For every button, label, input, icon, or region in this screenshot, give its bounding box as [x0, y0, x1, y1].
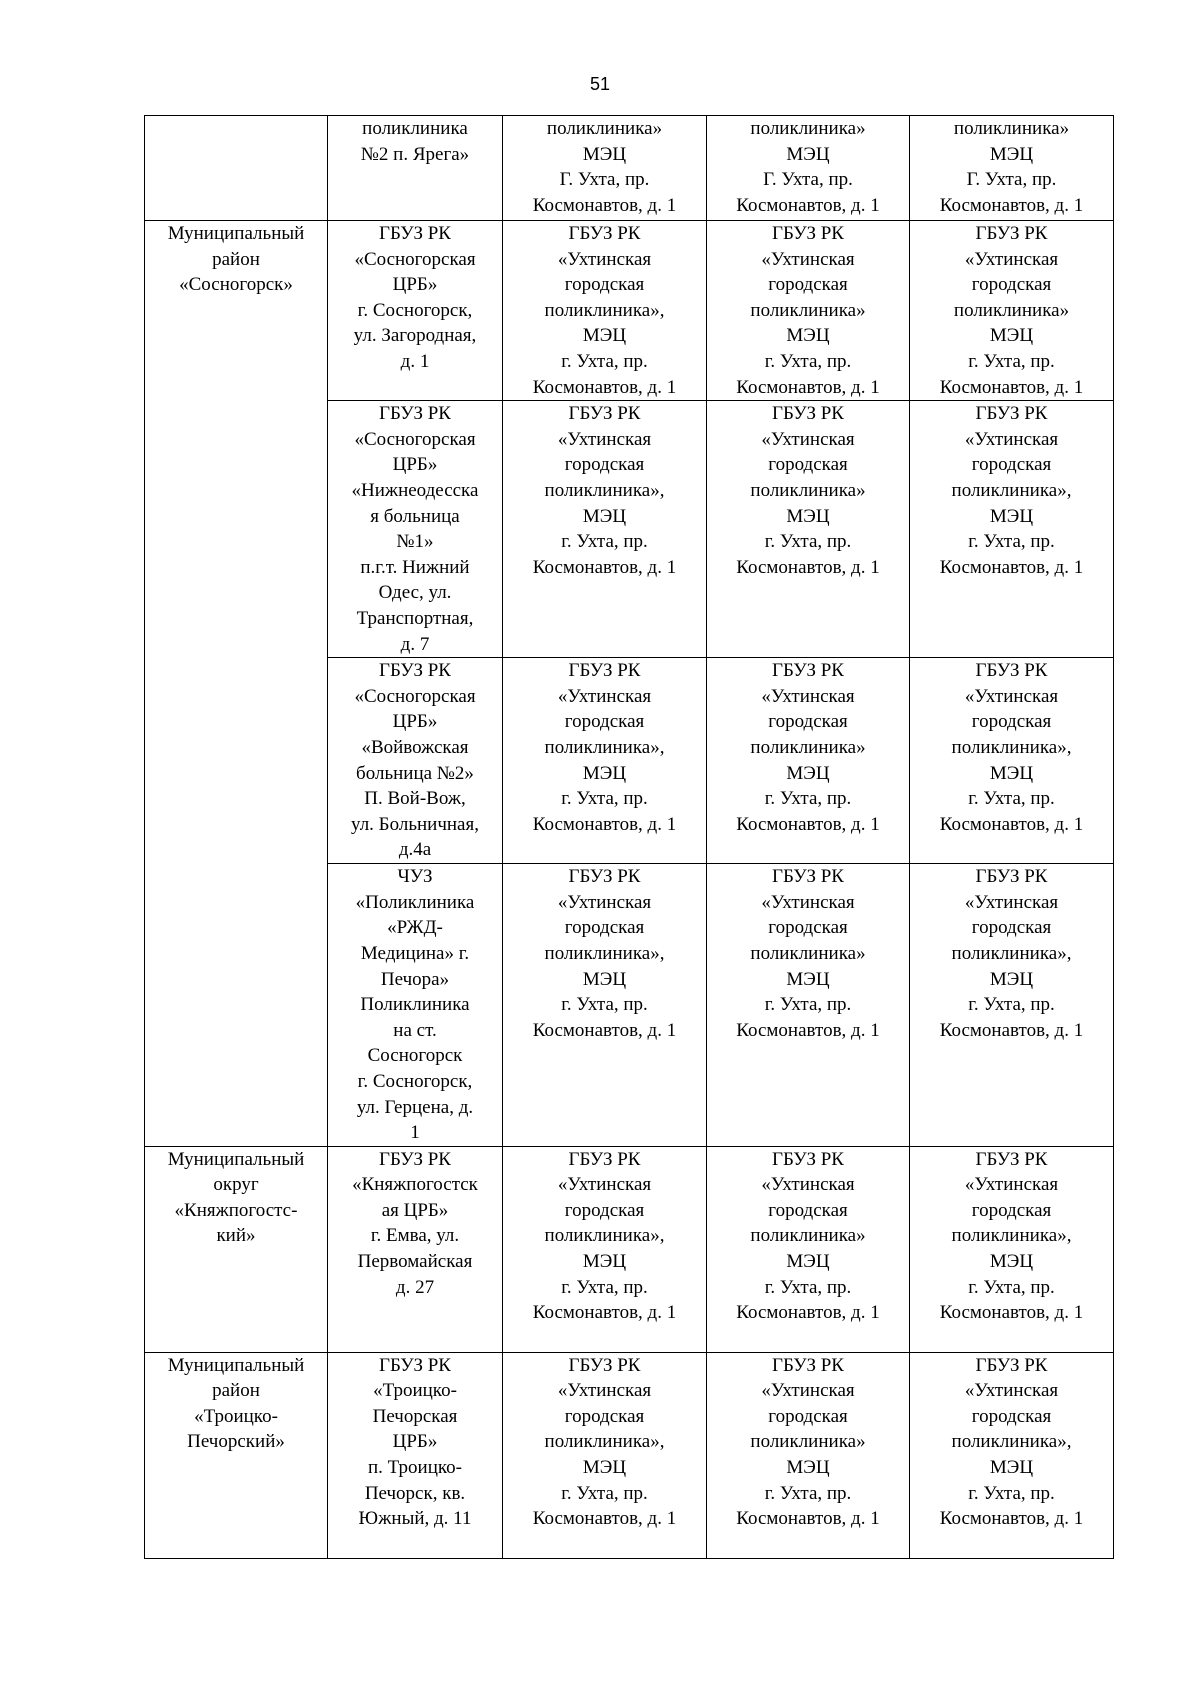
referral-cell: ГБУЗ РК «Ухтинская городская поликлиника» МЭЦ г. Ухта, пр. Космонавтов, д. 1 — [707, 401, 910, 658]
institution-cell: ГБУЗ РК «Сосногорская ЦРБ» «Войвожская больница №2» П. Вой-Вож, ул. Больничная, д.4а — [328, 658, 503, 864]
referral-cell: ГБУЗ РК «Ухтинская городская поликлиника», МЭЦ г. Ухта, пр. Космонавтов, д. 1 — [503, 658, 707, 864]
referral-cell: поликлиника» МЭЦ Г. Ухта, пр. Космонавтов, д. 1 — [707, 116, 910, 221]
district-cell — [145, 116, 328, 221]
referral-cell: ГБУЗ РК «Ухтинская городская поликлиника» МЭЦ г. Ухта, пр. Космонавтов, д. 1 — [910, 221, 1114, 401]
institution-cell: ГБУЗ РК «Троицко- Печорская ЦРБ» п. Троицко- Печорск, кв. Южный, д. 11 — [328, 1352, 503, 1558]
referral-cell: ГБУЗ РК «Ухтинская городская поликлиника», МЭЦ г. Ухта, пр. Космонавтов, д. 1 — [910, 1146, 1114, 1352]
district-cell: Муниципальный район «Сосногорск» — [145, 221, 328, 1147]
referral-cell: поликлиника» МЭЦ Г. Ухта, пр. Космонавтов, д. 1 — [503, 116, 707, 221]
district-cell: Муниципальный район «Троицко- Печорский» — [145, 1352, 328, 1558]
referral-cell: ГБУЗ РК «Ухтинская городская поликлиника», МЭЦ г. Ухта, пр. Космонавтов, д. 1 — [503, 1352, 707, 1558]
table-row — [145, 1352, 1114, 1558]
institution-cell: ГБУЗ РК «Сосногорская ЦРБ» «Нижнеодесска я больница №1» п.г.т. Нижний Одес, ул. Транспортная, д. 7 — [328, 401, 503, 658]
referral-cell: ГБУЗ РК «Ухтинская городская поликлиника», МЭЦ г. Ухта, пр. Космонавтов, д. 1 — [503, 1146, 707, 1352]
referral-cell: ГБУЗ РК «Ухтинская городская поликлиника» МЭЦ г. Ухта, пр. Космонавтов, д. 1 — [707, 864, 910, 1147]
institution-cell: поликлиника №2 п. Ярега» — [328, 116, 503, 221]
table-row — [145, 116, 1114, 221]
referral-cell: ГБУЗ РК «Ухтинская городская поликлиника» МЭЦ г. Ухта, пр. Космонавтов, д. 1 — [707, 1146, 910, 1352]
referral-cell: ГБУЗ РК «Ухтинская городская поликлиника», МЭЦ г. Ухта, пр. Космонавтов, д. 1 — [910, 401, 1114, 658]
institution-cell: ГБУЗ РК «Сосногорская ЦРБ» г. Сосногорск, ул. Загородная, д. 1 — [328, 221, 503, 401]
referral-cell: ГБУЗ РК «Ухтинская городская поликлиника», МЭЦ г. Ухта, пр. Космонавтов, д. 1 — [910, 864, 1114, 1147]
table-row — [145, 1146, 1114, 1352]
referral-cell: ГБУЗ РК «Ухтинская городская поликлиника» МЭЦ г. Ухта, пр. Космонавтов, д. 1 — [707, 221, 910, 401]
institution-cell: ЧУЗ «Поликлиника «РЖД- Медицина» г. Печора» Поликлиника на ст. Сосногорск г. Сосногорск, ул. Герцена, д. 1 — [328, 864, 503, 1147]
referral-cell: ГБУЗ РК «Ухтинская городская поликлиника», МЭЦ г. Ухта, пр. Космонавтов, д. 1 — [503, 864, 707, 1147]
table-row — [145, 221, 1114, 401]
page-number: 51 — [589, 74, 611, 94]
referral-cell: ГБУЗ РК «Ухтинская городская поликлиника» МЭЦ г. Ухта, пр. Космонавтов, д. 1 — [707, 658, 910, 864]
referral-cell: поликлиника» МЭЦ Г. Ухта, пр. Космонавтов, д. 1 — [910, 116, 1114, 221]
referral-cell: ГБУЗ РК «Ухтинская городская поликлиника», МЭЦ г. Ухта, пр. Космонавтов, д. 1 — [910, 1352, 1114, 1558]
referral-cell: ГБУЗ РК «Ухтинская городская поликлиника» МЭЦ г. Ухта, пр. Космонавтов, д. 1 — [707, 1352, 910, 1558]
district-cell: Муниципальный округ «Княжпогостс- кий» — [145, 1146, 328, 1352]
referral-cell: ГБУЗ РК «Ухтинская городская поликлиника», МЭЦ г. Ухта, пр. Космонавтов, д. 1 — [503, 221, 707, 401]
institution-cell: ГБУЗ РК «Княжпогостск ая ЦРБ» г. Емва, ул. Первомайская д. 27 — [328, 1146, 503, 1352]
institutions-table — [144, 115, 1114, 1559]
referral-cell: ГБУЗ РК «Ухтинская городская поликлиника», МЭЦ г. Ухта, пр. Космонавтов, д. 1 — [910, 658, 1114, 864]
referral-cell: ГБУЗ РК «Ухтинская городская поликлиника», МЭЦ г. Ухта, пр. Космонавтов, д. 1 — [503, 401, 707, 658]
